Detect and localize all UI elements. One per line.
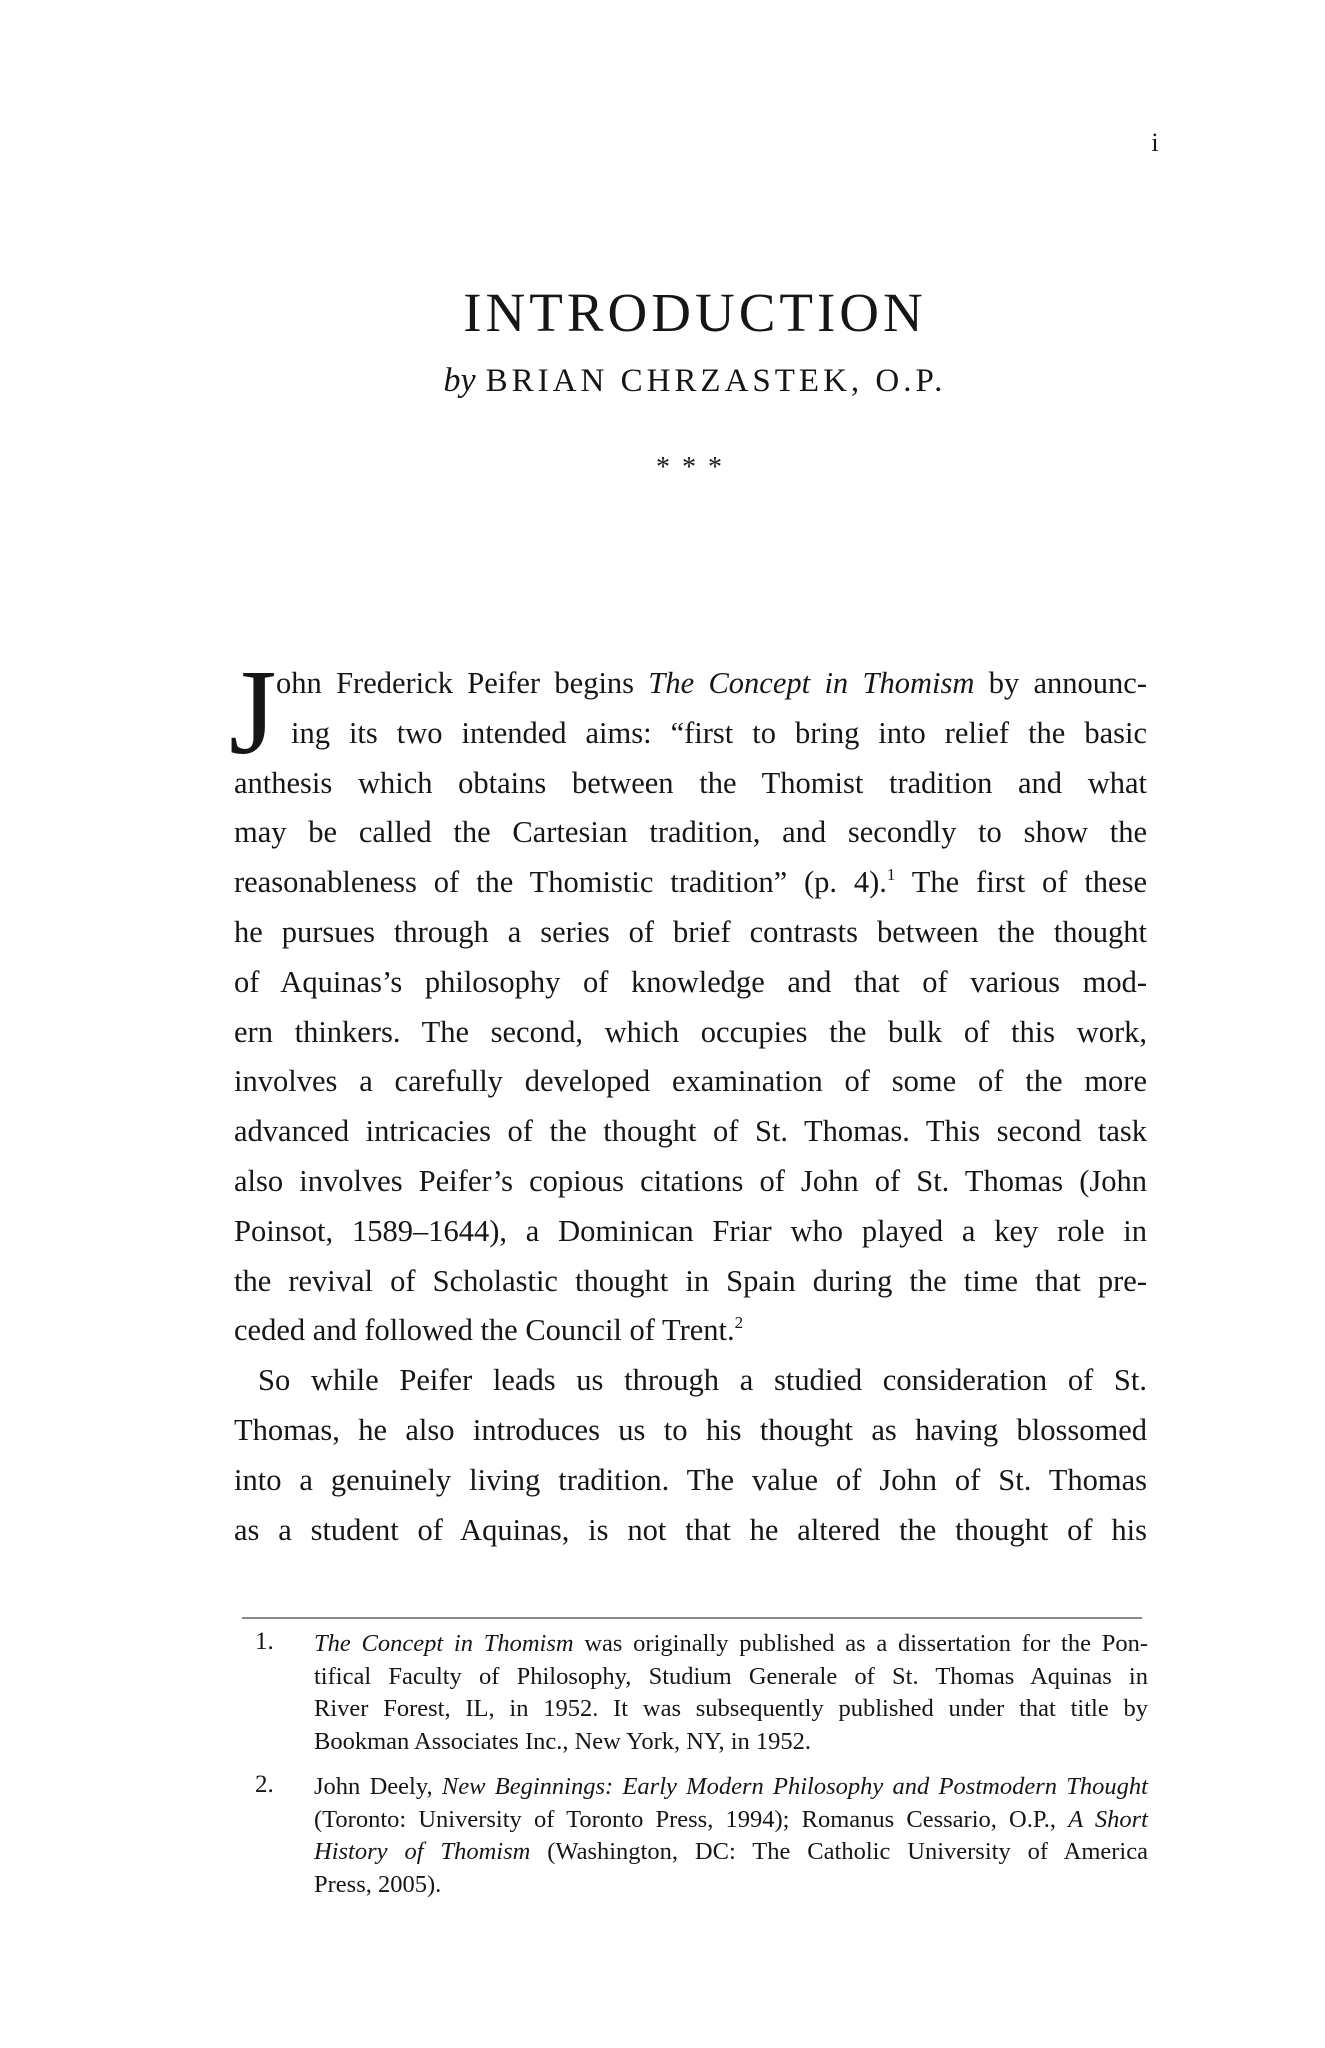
- text-run: River Forest, IL, in 1952. It was subsequently published under that title by: [314, 1695, 1148, 1723]
- text-run: reasonableness of the Thomistic tradition” (p. 4).: [234, 865, 887, 900]
- body-line: [291, 713, 1147, 753]
- section-ornament: ***: [656, 452, 734, 483]
- byline-author: BRIAN CHRZASTEK, O.P.: [485, 363, 947, 399]
- text-run: John Deely,: [314, 1773, 442, 1800]
- text-run: tifical Faculty of Philosophy, Studium Generale of St. Thomas Aquinas in: [314, 1662, 1148, 1690]
- text-run: Bookman Associates Inc., New York, NY, in 1952.: [314, 1727, 812, 1755]
- body-line: [234, 763, 1147, 803]
- text-run: ohn Frederick Peifer begins: [276, 666, 649, 700]
- footnote-line: [314, 1836, 1148, 1868]
- text-run: anthesis which obtains between the Thomist tradition and what: [234, 765, 1147, 800]
- body-line: [234, 1111, 1147, 1151]
- footnote-line: [314, 1869, 1148, 1901]
- text-run: by announc-: [974, 666, 1147, 700]
- body-line: [234, 1211, 1147, 1251]
- body-line: [258, 1360, 1147, 1400]
- footnote-number: 1.: [255, 1628, 274, 1655]
- text-run: he pursues through a series of brief contrasts between the thought: [234, 915, 1147, 949]
- body-line: [234, 1510, 1147, 1550]
- footnote-ref[interactable]: 2: [734, 1313, 744, 1333]
- body-line: [234, 1061, 1147, 1101]
- footnote-line: [314, 1661, 1148, 1693]
- footnote-line: [314, 1693, 1148, 1725]
- text-run: So while Peifer leads us through a studied consideration of St.: [258, 1363, 1147, 1398]
- body-line: [234, 1460, 1147, 1500]
- chapter-title: INTRODUCTION: [463, 281, 927, 343]
- text-run: was originally published as a dissertation for the Pon-: [573, 1630, 1149, 1657]
- footnote-line: [314, 1726, 1148, 1758]
- body-line: [234, 1410, 1147, 1450]
- page-number: i: [1151, 128, 1159, 157]
- italic-title: History of Thomism: [314, 1838, 531, 1866]
- text-run: of Aquinas’s philosophy of knowledge and that of various mod-: [234, 964, 1147, 999]
- text-run: also involves Peifer’s copious citations of John of St. Thomas (John: [234, 1164, 1147, 1198]
- text-run: into a genuinely living tradition. The value of John of St. Thomas: [234, 1462, 1147, 1497]
- text-run: Thomas, he also introduces us to his thought as having blossomed: [234, 1413, 1147, 1447]
- body-line: [234, 862, 1147, 902]
- body-line: [234, 1261, 1147, 1301]
- body-line: [234, 912, 1147, 952]
- text-run: ern thinkers. The second, which occupies the bulk of this work,: [234, 1014, 1147, 1049]
- footnote-line: [314, 1804, 1148, 1836]
- body-line: [234, 962, 1147, 1002]
- text-run: ceded and followed the Council of Trent.: [234, 1313, 735, 1348]
- byline: [0, 362, 1325, 400]
- body-line: [234, 812, 1147, 852]
- body-line: [234, 1161, 1147, 1201]
- drop-cap: J: [229, 645, 277, 780]
- text-run: the revival of Scholastic thought in Spain during the time that pre-: [234, 1263, 1147, 1298]
- italic-title: New Beginnings: Early Modern Philosophy and Postmodern Thought: [441, 1773, 1148, 1800]
- footnote-line: [314, 1771, 1148, 1803]
- italic-title: A Short: [1068, 1805, 1148, 1833]
- text-run: Poinsot, 1589–1644), a Dominican Friar who played a key role in: [234, 1213, 1147, 1248]
- text-run: may be called the Cartesian tradition, and secondly to show the: [234, 815, 1147, 850]
- footnote-line: [314, 1628, 1148, 1660]
- body-line: [234, 1012, 1147, 1052]
- footnote-ref[interactable]: 1: [886, 865, 896, 885]
- italic-title: The Concept in Thomism: [648, 666, 975, 700]
- italic-title: The Concept in Thomism: [314, 1630, 574, 1657]
- text-run: ing its two intended aims: “first to bring into relief the basic: [291, 715, 1147, 750]
- text-run: Press, 2005).: [314, 1870, 442, 1898]
- footnote-rule: [242, 1617, 1142, 1619]
- text-run: (Washington, DC: The Catholic University of America: [530, 1838, 1148, 1866]
- text-run: involves a carefully developed examination of some of the more: [234, 1064, 1147, 1099]
- text-run: The first of these: [895, 865, 1147, 900]
- text-run: (Toronto: University of Toronto Press, 1994); Romanus Cessario, O.P.,: [314, 1805, 1069, 1833]
- text-run: as a student of Aquinas, is not that he altered the thought of his: [234, 1512, 1147, 1547]
- footnote-number: 2.: [255, 1771, 274, 1798]
- text-run: advanced intricacies of the thought of St. Thomas. This second task: [234, 1114, 1147, 1149]
- byline-prefix: by: [443, 362, 476, 399]
- body-line: [234, 1310, 1147, 1350]
- body-line: [276, 663, 1147, 703]
